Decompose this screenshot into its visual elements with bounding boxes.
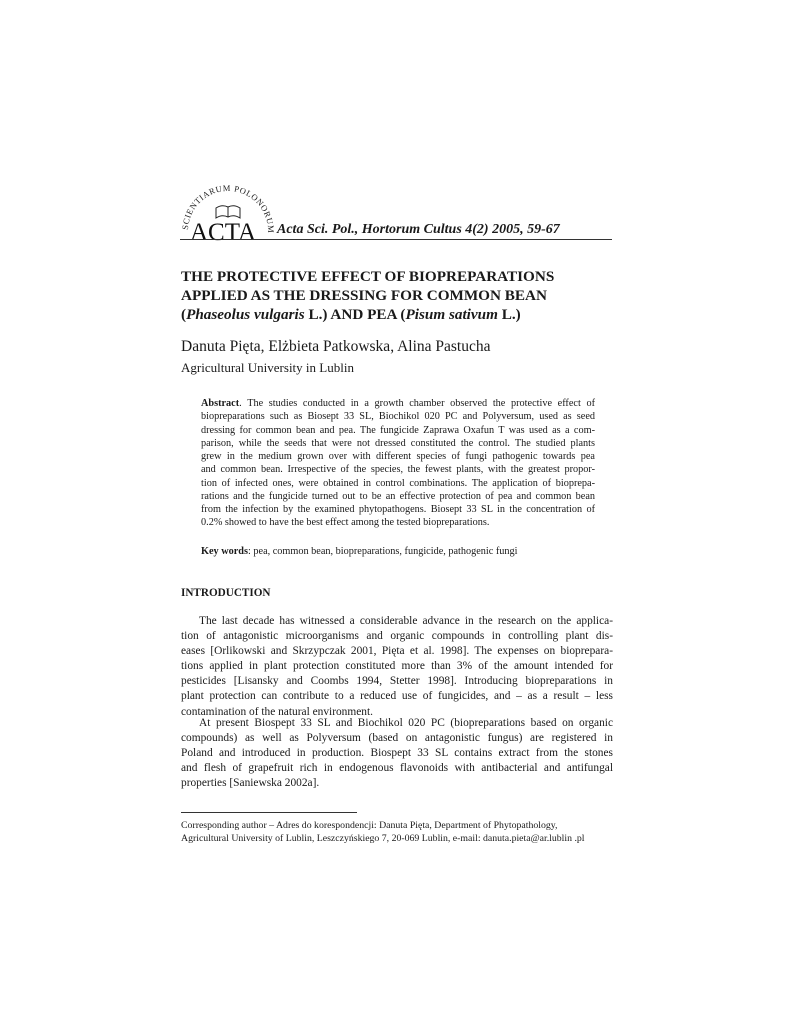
abstract-line: rations and the fungicide turned out to be an effective protection of pea and common bean — [201, 490, 595, 502]
footnote-line-1: Corresponding author – Adres do korespondencji: Danuta Pięta, Department of Phytopathology, — [181, 820, 558, 831]
abstract-label: Abstract — [201, 398, 240, 409]
acta-logo — [180, 180, 276, 242]
abstract-line: biopreparations such as Biosept 33 SL, Biochikol 020 PC and Polyversum, used as seed — [201, 411, 595, 423]
abstract-line: tion of infected ones, were obtained in control combinations. The application of bioprepa- — [201, 477, 595, 489]
body-line: The last decade has witnessed a considerable advance in the research on the applica- — [199, 615, 613, 627]
logo-arc-text: SCIENTIARUM POLONORUM — [180, 182, 276, 234]
introduction-paragraph-1 — [181, 614, 613, 720]
journal-reference: Acta Sci. Pol., Hortorum Cultus 4(2) 2005, 59-67 — [277, 222, 560, 237]
title-line-3: (Phaseolus vulgaris L.) AND PEA (Pisum sativum L.) — [181, 306, 521, 323]
species-name-bean: Phaseolus vulgaris — [186, 306, 305, 323]
abstract-line: 0.2% showed to have the best effect among the tested biopreparations. — [201, 517, 490, 529]
body-line: eases [Orlikowski and Skrzypczak 2001, Pięta et al. 1998]. The expenses on bioprepara- — [181, 645, 613, 658]
body-line: tion of antagonistic microorganisms and organic compounds in controlling plant dis- — [181, 630, 613, 643]
body-line: tions applied in plant protection constituted more than 3% of the amount intended for — [181, 660, 613, 673]
keywords — [201, 546, 518, 557]
footnote-line-2: Agricultural University of Lublin, Leszczyńskiego 7, 20-069 Lublin, e-mail: danuta.pieta@ar.lublin .pl — [181, 833, 585, 844]
open-book-icon — [216, 206, 240, 218]
abstract-line: and common bean. Irrespective of the species, the fewest plants, with the greatest propor- — [201, 464, 595, 476]
section-heading-introduction: INTRODUCTION — [181, 587, 271, 599]
paper-title — [181, 267, 613, 324]
title-line-2: APPLIED AS THE DRESSING FOR COMMON BEAN — [181, 287, 547, 304]
body-line: properties [Saniewska 2002a]. — [181, 777, 320, 790]
keywords-label: Key words — [201, 546, 248, 557]
species-name-pea: Pisum sativum — [405, 306, 498, 323]
body-line: and flesh of grapefruit rich in endogenous flavonoids with antibacterial and antifungal — [181, 762, 613, 775]
abstract-line: parison, while the seeds that were not dressed constituted the control. The studied plants — [201, 437, 595, 449]
author-list: Danuta Pięta, Elżbieta Patkowska, Alina Pastucha — [181, 338, 491, 355]
footnote-rule — [181, 812, 357, 813]
title-line-1: THE PROTECTIVE EFFECT OF BIOPREPARATIONS — [181, 268, 555, 285]
journal-header — [180, 180, 612, 242]
body-line: compounds) as well as Polyversum (based on antagonistic fungus) are registered in — [181, 732, 613, 745]
logo-word: ACTA — [190, 219, 257, 242]
body-line: At present Biospept 33 SL and Biochikol 020 PC (biopreparations based on organic — [199, 717, 613, 729]
abstract-line: from the infection by the examined phytopathogens. Biosept 33 SL in the concentration of — [201, 504, 595, 515]
body-line: pesticides [Lisansky and Coombs 1994, Stetter 1998]. Introducing biopreparations in — [181, 675, 613, 688]
footnote — [181, 819, 613, 845]
abstract — [201, 397, 595, 530]
header-rule — [180, 239, 612, 240]
body-line: plant protection can contribute to a reduced use of fungicides, and – as a result – less — [181, 690, 613, 703]
body-line: Poland and introduced in production. Biospept 33 SL contains extract from the stones — [181, 747, 613, 760]
body-line: contamination of the natural environment. — [181, 705, 374, 718]
abstract-line: grew in the medium grown over with different species of fungi pathogenic towards pea — [201, 451, 595, 462]
keywords-text: : pea, common bean, biopreparations, fungicide, pathogenic fungi — [247, 546, 518, 557]
abstract-line: Abstract. The studies conducted in a growth chamber observed the protective effect of — [201, 398, 595, 409]
introduction-paragraph-2 — [181, 716, 613, 791]
affiliation: Agricultural University in Lublin — [181, 360, 354, 375]
abstract-line: dressing for common bean and pea. The fungicide Zaprawa Oxafun T was used as a com- — [201, 424, 595, 436]
